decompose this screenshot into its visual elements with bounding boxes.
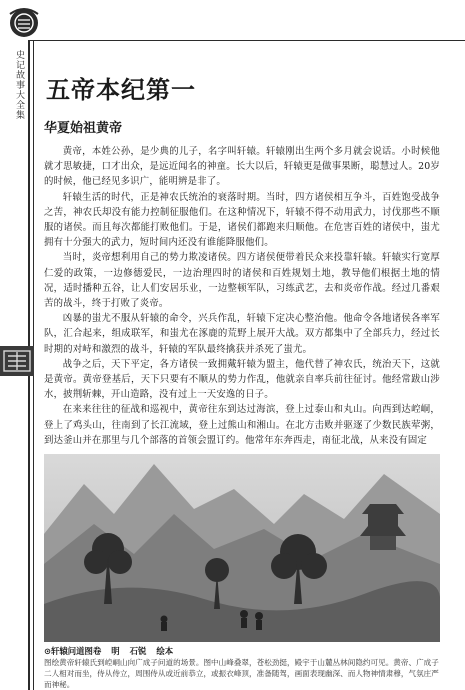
body-paragraph-6: 在来来往往的征战和巡视中，黄帝往东到达过海滨，登上过泰山和丸山。向西到达崆峒，登上了鸡头山，往南到了长江流域，登上过熊山和湘山。在北方击败并驱逐了少数民族荤粥，到达釜山并在那里与几个部落的首领会盟订约。他常年东奔西走，南征北战，从来没有固定: [44, 404, 440, 446]
body-paragraph-2: 轩辕生活的时代，正是神农氏统治的衰落时期。当时，四方诸侯相互争斗，百姓饱受战争之苦，神农氏却没有能力控制征服他们。在这种情况下，轩辕不得不动用武力，讨伐那些不顺服的诸侯。而且每次都能打败他们。于是，诸侯们都跑来归顺他。在危害百姓的诸侯中，蚩尤拥有十分强大的武力，短时间内还没有谁能降服他们。: [44, 191, 440, 249]
main-content: [44, 70, 440, 448]
section-tab-marker-icon: [0, 346, 34, 376]
series-title: 史记故事大全集: [14, 50, 24, 120]
caption-artist: 石锐: [129, 646, 147, 656]
caption-dynasty: 明: [111, 646, 120, 656]
book-emblem-icon: [6, 6, 42, 40]
body-paragraph-4: 凶暴的蚩尤不服从轩辕的命令，兴兵作乱，轩辕下定决心整治他。他命令各地诸侯各率军队，汇合起来，组成联军，和蚩尤在涿鹿的荒野上展开大战。双方都集中了全部兵力，经过长时期的对峙和激烈的战斗，轩辕的军队最终擒获并杀死了蚩尤。: [44, 313, 440, 355]
caption-role: 绘本: [156, 646, 174, 656]
chapter-title: 五帝本纪第一: [46, 76, 196, 104]
figure-caption: [44, 645, 440, 690]
top-border-rule: [28, 40, 465, 41]
painting-illustration: [44, 454, 440, 642]
body-paragraph-1: 黄帝，本姓公孙，是少典的儿子，名字叫轩辕。轩辕刚出生两个多月就会说话。小时候他就才思敏捷，口才出众，是远近闻名的神童。长大以后，轩辕更是做事果断，聪慧过人。20岁的时候，他已经见多识广，能明辨是非了。: [44, 146, 440, 188]
caption-description: 图绘黄帝轩辕氏到崆峒山向广成子问道的场景。图中山峰叠翠，苍松劲挺，殿宇于山麓丛林间隐约可见。黄帝、广成子二人相对而坐，侍从侍立，周围侍从或近前恭立，或振衣峰顶，准备随驾，画面表现幽深、而人物神情肃穆，气氛庄严而神秘。: [44, 658, 439, 690]
body-paragraph-5: 战争之后，天下平定，各方诸侯一致拥戴轩辕为盟主，他代替了神农氏，统治天下，这就是黄帝。黄帝登基后，天下只要有不顺从的势力作乱，他就亲自率兵前往征讨。他经常跋山涉水，披荆斩棘，开山造路，没有过上一天安逸的日子。: [44, 358, 440, 401]
caption-title-line: [44, 645, 440, 657]
body-paragraph-3: 当时，炎帝想利用自己的势力欺凌诸侯。四方诸侯便带着民众来投靠轩辕。轩辕实行宽厚仁爱的政策，一边修德爱民，一边治理四时的诸侯和百姓规划土地，教导他们根据土地的情况，适时播种五谷，让人们安居乐业，一边整顿军队，习练武艺，去和炎帝作战。经过几番艰苦的战斗，终于打败了炎帝。: [44, 252, 440, 310]
caption-artwork-title: ⊙轩辕问道图卷: [44, 646, 102, 656]
section-title: 华夏始祖黄帝: [44, 121, 123, 136]
landscape-painting-image: [44, 454, 440, 642]
